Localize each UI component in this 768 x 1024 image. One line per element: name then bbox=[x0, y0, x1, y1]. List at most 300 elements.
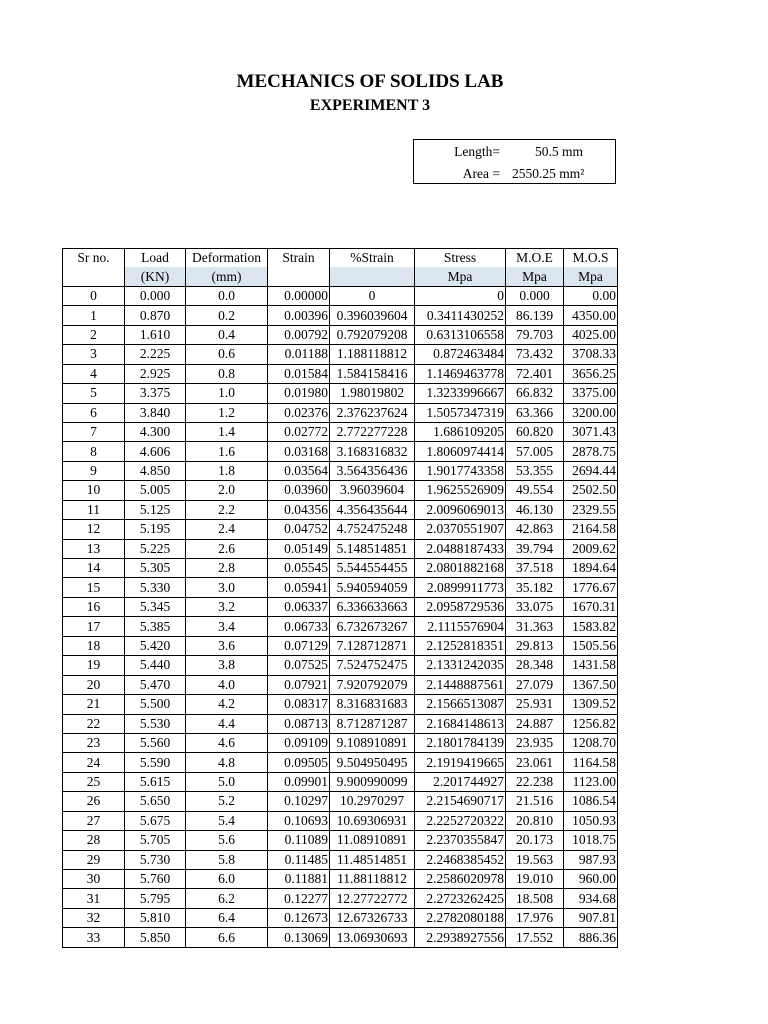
cell-stress: 0.6313106558 bbox=[415, 325, 506, 344]
table-row bbox=[63, 559, 618, 578]
table-row bbox=[63, 500, 618, 519]
header-deformation: Deformation bbox=[186, 249, 268, 268]
table-row bbox=[63, 384, 618, 403]
cell-mos: 1208.70 bbox=[564, 733, 618, 752]
cell-deformation: 1.6 bbox=[186, 442, 268, 461]
header-load: Load bbox=[125, 249, 186, 268]
cell-sr-no: 25 bbox=[63, 772, 125, 791]
cell-moe: 66.832 bbox=[506, 384, 564, 403]
cell-mos: 1431.58 bbox=[564, 656, 618, 675]
cell-moe: 73.432 bbox=[506, 345, 564, 364]
cell-load: 3.840 bbox=[125, 403, 186, 422]
cell-stress: 2.0958729536 bbox=[415, 597, 506, 616]
cell-mos: 2878.75 bbox=[564, 442, 618, 461]
cell-percent-strain: 10.2970297 bbox=[330, 792, 415, 811]
cell-percent-strain: 8.316831683 bbox=[330, 695, 415, 714]
cell-sr-no: 23 bbox=[63, 733, 125, 752]
cell-strain: 0.11485 bbox=[268, 850, 330, 869]
cell-percent-strain: 11.88118812 bbox=[330, 870, 415, 889]
cell-percent-strain: 6.336633663 bbox=[330, 597, 415, 616]
table-row bbox=[63, 422, 618, 441]
cell-load: 5.650 bbox=[125, 792, 186, 811]
cell-percent-strain: 0.396039604 bbox=[330, 306, 415, 325]
cell-stress: 2.1448887561 bbox=[415, 675, 506, 694]
cell-sr-no: 33 bbox=[63, 928, 125, 947]
cell-load: 1.610 bbox=[125, 325, 186, 344]
cell-strain: 0.05941 bbox=[268, 578, 330, 597]
cell-moe: 60.820 bbox=[506, 422, 564, 441]
cell-mos: 1164.58 bbox=[564, 753, 618, 772]
cell-moe: 29.813 bbox=[506, 636, 564, 655]
cell-strain: 0.12277 bbox=[268, 889, 330, 908]
table-row bbox=[63, 908, 618, 927]
cell-load: 5.345 bbox=[125, 597, 186, 616]
cell-strain: 0.02772 bbox=[268, 422, 330, 441]
cell-moe: 31.363 bbox=[506, 617, 564, 636]
cell-stress: 2.0370551907 bbox=[415, 520, 506, 539]
cell-stress: 2.2468385452 bbox=[415, 850, 506, 869]
cell-sr-no: 14 bbox=[63, 559, 125, 578]
unit-moe: Mpa bbox=[506, 267, 564, 286]
cell-moe: 46.130 bbox=[506, 500, 564, 519]
cell-stress: 2.2782080188 bbox=[415, 908, 506, 927]
cell-stress: 2.1115576904 bbox=[415, 617, 506, 636]
cell-percent-strain: 0.792079208 bbox=[330, 325, 415, 344]
header-strain: Strain bbox=[268, 249, 330, 268]
cell-strain: 0.07129 bbox=[268, 636, 330, 655]
cell-sr-no: 17 bbox=[63, 617, 125, 636]
table-row bbox=[63, 870, 618, 889]
cell-mos: 3708.33 bbox=[564, 345, 618, 364]
cell-percent-strain: 1.98019802 bbox=[330, 384, 415, 403]
cell-mos: 2009.62 bbox=[564, 539, 618, 558]
cell-percent-strain: 3.564356436 bbox=[330, 461, 415, 480]
cell-strain: 0.01980 bbox=[268, 384, 330, 403]
cell-strain: 0.11881 bbox=[268, 870, 330, 889]
cell-deformation: 2.0 bbox=[186, 481, 268, 500]
table-row bbox=[63, 520, 618, 539]
cell-sr-no: 12 bbox=[63, 520, 125, 539]
cell-sr-no: 5 bbox=[63, 384, 125, 403]
cell-stress: 2.201744927 bbox=[415, 772, 506, 791]
cell-percent-strain: 5.148514851 bbox=[330, 539, 415, 558]
area-row bbox=[414, 164, 615, 184]
cell-mos: 1018.75 bbox=[564, 831, 618, 850]
cell-deformation: 1.0 bbox=[186, 384, 268, 403]
cell-mos: 3656.25 bbox=[564, 364, 618, 383]
cell-mos: 1583.82 bbox=[564, 617, 618, 636]
cell-mos: 2502.50 bbox=[564, 481, 618, 500]
cell-moe: 20.173 bbox=[506, 831, 564, 850]
cell-moe: 79.703 bbox=[506, 325, 564, 344]
cell-percent-strain: 5.544554455 bbox=[330, 559, 415, 578]
cell-strain: 0.09901 bbox=[268, 772, 330, 791]
cell-strain: 0.02376 bbox=[268, 403, 330, 422]
cell-moe: 86.139 bbox=[506, 306, 564, 325]
cell-moe: 72.401 bbox=[506, 364, 564, 383]
cell-load: 5.615 bbox=[125, 772, 186, 791]
cell-load: 5.590 bbox=[125, 753, 186, 772]
cell-deformation: 5.6 bbox=[186, 831, 268, 850]
cell-mos: 1505.56 bbox=[564, 636, 618, 655]
header-sr-no: Sr no. bbox=[63, 249, 125, 268]
header-stress: Stress bbox=[415, 249, 506, 268]
cell-deformation: 6.4 bbox=[186, 908, 268, 927]
cell-moe: 0.000 bbox=[506, 286, 564, 305]
cell-load: 2.925 bbox=[125, 364, 186, 383]
cell-deformation: 2.2 bbox=[186, 500, 268, 519]
cell-moe: 23.935 bbox=[506, 733, 564, 752]
page-title: MECHANICS OF SOLIDS LAB bbox=[236, 71, 504, 92]
cell-mos: 1367.50 bbox=[564, 675, 618, 694]
cell-load: 5.330 bbox=[125, 578, 186, 597]
cell-deformation: 0.4 bbox=[186, 325, 268, 344]
cell-strain: 0.00792 bbox=[268, 325, 330, 344]
table-row bbox=[63, 539, 618, 558]
table-row bbox=[63, 636, 618, 655]
cell-sr-no: 16 bbox=[63, 597, 125, 616]
cell-sr-no: 31 bbox=[63, 889, 125, 908]
cell-stress: 2.1252818351 bbox=[415, 636, 506, 655]
area-value: 2550.25 mm² bbox=[512, 166, 585, 181]
cell-load: 4.606 bbox=[125, 442, 186, 461]
cell-percent-strain: 9.504950495 bbox=[330, 753, 415, 772]
cell-moe: 21.516 bbox=[506, 792, 564, 811]
cell-deformation: 6.6 bbox=[186, 928, 268, 947]
cell-percent-strain: 9.900990099 bbox=[330, 772, 415, 791]
cell-deformation: 2.8 bbox=[186, 559, 268, 578]
cell-mos: 934.68 bbox=[564, 889, 618, 908]
cell-deformation: 5.0 bbox=[186, 772, 268, 791]
unit-strain bbox=[268, 267, 330, 286]
cell-strain: 0.01188 bbox=[268, 345, 330, 364]
cell-sr-no: 20 bbox=[63, 675, 125, 694]
table-row bbox=[63, 889, 618, 908]
cell-load: 3.375 bbox=[125, 384, 186, 403]
unit-sr-no bbox=[63, 267, 125, 286]
cell-load: 5.225 bbox=[125, 539, 186, 558]
specimen-info-box bbox=[413, 139, 616, 184]
table-row bbox=[63, 656, 618, 675]
table-row bbox=[63, 597, 618, 616]
header-percent-strain: %Strain bbox=[330, 249, 415, 268]
cell-deformation: 6.0 bbox=[186, 870, 268, 889]
cell-deformation: 3.2 bbox=[186, 597, 268, 616]
cell-deformation: 1.2 bbox=[186, 403, 268, 422]
cell-mos: 1123.00 bbox=[564, 772, 618, 791]
cell-mos: 4025.00 bbox=[564, 325, 618, 344]
cell-strain: 0.08713 bbox=[268, 714, 330, 733]
cell-sr-no: 27 bbox=[63, 811, 125, 830]
cell-deformation: 3.4 bbox=[186, 617, 268, 636]
table-row bbox=[63, 928, 618, 947]
cell-sr-no: 0 bbox=[63, 286, 125, 305]
cell-strain: 0.03168 bbox=[268, 442, 330, 461]
cell-strain: 0.08317 bbox=[268, 695, 330, 714]
cell-sr-no: 24 bbox=[63, 753, 125, 772]
cell-percent-strain: 13.06930693 bbox=[330, 928, 415, 947]
table-row bbox=[63, 733, 618, 752]
cell-strain: 0.04356 bbox=[268, 500, 330, 519]
cell-moe: 63.366 bbox=[506, 403, 564, 422]
cell-strain: 0.10297 bbox=[268, 792, 330, 811]
table-row bbox=[63, 753, 618, 772]
header-mos: M.O.S bbox=[564, 249, 618, 268]
cell-sr-no: 6 bbox=[63, 403, 125, 422]
cell-mos: 3375.00 bbox=[564, 384, 618, 403]
cell-stress: 1.3233996667 bbox=[415, 384, 506, 403]
cell-load: 5.385 bbox=[125, 617, 186, 636]
cell-sr-no: 21 bbox=[63, 695, 125, 714]
cell-deformation: 4.2 bbox=[186, 695, 268, 714]
cell-sr-no: 13 bbox=[63, 539, 125, 558]
cell-mos: 907.81 bbox=[564, 908, 618, 927]
cell-stress: 2.2252720322 bbox=[415, 811, 506, 830]
cell-load: 5.560 bbox=[125, 733, 186, 752]
cell-strain: 0.03960 bbox=[268, 481, 330, 500]
cell-moe: 42.863 bbox=[506, 520, 564, 539]
cell-mos: 4350.00 bbox=[564, 306, 618, 325]
cell-stress: 2.1684148613 bbox=[415, 714, 506, 733]
cell-stress: 1.1469463778 bbox=[415, 364, 506, 383]
cell-percent-strain: 0 bbox=[330, 286, 415, 305]
cell-stress: 2.2154690717 bbox=[415, 792, 506, 811]
cell-sr-no: 8 bbox=[63, 442, 125, 461]
cell-load: 5.760 bbox=[125, 870, 186, 889]
cell-deformation: 2.4 bbox=[186, 520, 268, 539]
unit-deformation: (mm) bbox=[186, 267, 268, 286]
cell-sr-no: 30 bbox=[63, 870, 125, 889]
cell-moe: 33.075 bbox=[506, 597, 564, 616]
cell-percent-strain: 1.584158416 bbox=[330, 364, 415, 383]
cell-deformation: 0.2 bbox=[186, 306, 268, 325]
cell-moe: 22.238 bbox=[506, 772, 564, 791]
cell-mos: 960.00 bbox=[564, 870, 618, 889]
cell-load: 5.420 bbox=[125, 636, 186, 655]
table-row bbox=[63, 714, 618, 733]
cell-strain: 0.05149 bbox=[268, 539, 330, 558]
length-value: 50.5 mm bbox=[535, 144, 584, 159]
cell-deformation: 1.4 bbox=[186, 422, 268, 441]
cell-percent-strain: 4.356435644 bbox=[330, 500, 415, 519]
cell-mos: 3071.43 bbox=[564, 422, 618, 441]
cell-stress: 0.872463484 bbox=[415, 345, 506, 364]
cell-deformation: 4.6 bbox=[186, 733, 268, 752]
cell-sr-no: 1 bbox=[63, 306, 125, 325]
cell-mos: 1776.67 bbox=[564, 578, 618, 597]
cell-stress: 2.0801882168 bbox=[415, 559, 506, 578]
cell-stress: 2.0096069013 bbox=[415, 500, 506, 519]
cell-load: 5.440 bbox=[125, 656, 186, 675]
cell-stress: 2.2938927556 bbox=[415, 928, 506, 947]
cell-load: 5.005 bbox=[125, 481, 186, 500]
cell-sr-no: 3 bbox=[63, 345, 125, 364]
table-row bbox=[63, 364, 618, 383]
cell-strain: 0.05545 bbox=[268, 559, 330, 578]
table-row bbox=[63, 578, 618, 597]
cell-load: 5.530 bbox=[125, 714, 186, 733]
cell-moe: 17.552 bbox=[506, 928, 564, 947]
cell-stress: 1.9017743358 bbox=[415, 461, 506, 480]
cell-strain: 0.07921 bbox=[268, 675, 330, 694]
cell-strain: 0.00396 bbox=[268, 306, 330, 325]
cell-percent-strain: 12.27722772 bbox=[330, 889, 415, 908]
table-row bbox=[63, 325, 618, 344]
cell-sr-no: 29 bbox=[63, 850, 125, 869]
results-table bbox=[62, 248, 618, 948]
table-row bbox=[63, 772, 618, 791]
table-row bbox=[63, 850, 618, 869]
cell-percent-strain: 9.108910891 bbox=[330, 733, 415, 752]
cell-stress: 2.1566513087 bbox=[415, 695, 506, 714]
cell-sr-no: 4 bbox=[63, 364, 125, 383]
unit-stress: Mpa bbox=[415, 267, 506, 286]
cell-moe: 37.518 bbox=[506, 559, 564, 578]
table-row bbox=[63, 811, 618, 830]
table-row bbox=[63, 617, 618, 636]
cell-stress: 2.2723262425 bbox=[415, 889, 506, 908]
cell-strain: 0.07525 bbox=[268, 656, 330, 675]
table-row bbox=[63, 461, 618, 480]
units-row bbox=[63, 267, 618, 286]
cell-strain: 0.04752 bbox=[268, 520, 330, 539]
cell-stress: 2.0488187433 bbox=[415, 539, 506, 558]
cell-load: 2.225 bbox=[125, 345, 186, 364]
cell-mos: 987.93 bbox=[564, 850, 618, 869]
cell-stress: 2.1331242035 bbox=[415, 656, 506, 675]
cell-stress: 1.8060974414 bbox=[415, 442, 506, 461]
cell-stress: 1.9625526909 bbox=[415, 481, 506, 500]
cell-sr-no: 26 bbox=[63, 792, 125, 811]
cell-deformation: 2.6 bbox=[186, 539, 268, 558]
cell-moe: 20.810 bbox=[506, 811, 564, 830]
cell-load: 0.870 bbox=[125, 306, 186, 325]
cell-load: 5.195 bbox=[125, 520, 186, 539]
cell-load: 5.125 bbox=[125, 500, 186, 519]
cell-strain: 0.06337 bbox=[268, 597, 330, 616]
cell-percent-strain: 12.67326733 bbox=[330, 908, 415, 927]
cell-strain: 0.09109 bbox=[268, 733, 330, 752]
cell-load: 5.470 bbox=[125, 675, 186, 694]
cell-moe: 39.794 bbox=[506, 539, 564, 558]
cell-mos: 1670.31 bbox=[564, 597, 618, 616]
cell-moe: 19.010 bbox=[506, 870, 564, 889]
cell-deformation: 5.4 bbox=[186, 811, 268, 830]
cell-strain: 0.09505 bbox=[268, 753, 330, 772]
cell-deformation: 5.8 bbox=[186, 850, 268, 869]
cell-mos: 1309.52 bbox=[564, 695, 618, 714]
cell-stress: 1.686109205 bbox=[415, 422, 506, 441]
table-row bbox=[63, 831, 618, 850]
cell-mos: 886.36 bbox=[564, 928, 618, 947]
cell-load: 5.705 bbox=[125, 831, 186, 850]
cell-load: 0.000 bbox=[125, 286, 186, 305]
cell-percent-strain: 2.376237624 bbox=[330, 403, 415, 422]
table-row bbox=[63, 481, 618, 500]
cell-moe: 49.554 bbox=[506, 481, 564, 500]
cell-mos: 1894.64 bbox=[564, 559, 618, 578]
table-row bbox=[63, 792, 618, 811]
cell-mos: 2329.55 bbox=[564, 500, 618, 519]
cell-moe: 27.079 bbox=[506, 675, 564, 694]
cell-percent-strain: 7.128712871 bbox=[330, 636, 415, 655]
cell-load: 5.795 bbox=[125, 889, 186, 908]
area-label: Area = bbox=[462, 166, 500, 181]
cell-deformation: 0.0 bbox=[186, 286, 268, 305]
cell-moe: 24.887 bbox=[506, 714, 564, 733]
cell-stress: 1.5057347319 bbox=[415, 403, 506, 422]
table-row bbox=[63, 403, 618, 422]
cell-percent-strain: 11.08910891 bbox=[330, 831, 415, 850]
cell-deformation: 1.8 bbox=[186, 461, 268, 480]
cell-deformation: 3.0 bbox=[186, 578, 268, 597]
cell-strain: 0.10693 bbox=[268, 811, 330, 830]
cell-strain: 0.12673 bbox=[268, 908, 330, 927]
header-moe: M.O.E bbox=[506, 249, 564, 268]
cell-load: 5.305 bbox=[125, 559, 186, 578]
cell-moe: 53.355 bbox=[506, 461, 564, 480]
cell-sr-no: 18 bbox=[63, 636, 125, 655]
table-body bbox=[63, 286, 618, 947]
page-subtitle: EXPERIMENT 3 bbox=[309, 97, 431, 114]
cell-strain: 0.03564 bbox=[268, 461, 330, 480]
cell-deformation: 3.8 bbox=[186, 656, 268, 675]
length-label: Length= bbox=[454, 144, 500, 159]
unit-percent-strain bbox=[330, 267, 415, 286]
cell-strain: 0.11089 bbox=[268, 831, 330, 850]
cell-stress: 0.3411430252 bbox=[415, 306, 506, 325]
cell-stress: 0 bbox=[415, 286, 506, 305]
table-row bbox=[63, 286, 618, 305]
cell-percent-strain: 6.732673267 bbox=[330, 617, 415, 636]
cell-moe: 25.931 bbox=[506, 695, 564, 714]
cell-stress: 2.1919419665 bbox=[415, 753, 506, 772]
cell-percent-strain: 3.96039604 bbox=[330, 481, 415, 500]
cell-moe: 19.563 bbox=[506, 850, 564, 869]
cell-percent-strain: 11.48514851 bbox=[330, 850, 415, 869]
cell-percent-strain: 3.168316832 bbox=[330, 442, 415, 461]
cell-percent-strain: 8.712871287 bbox=[330, 714, 415, 733]
cell-mos: 2164.58 bbox=[564, 520, 618, 539]
cell-strain: 0.13069 bbox=[268, 928, 330, 947]
cell-moe: 18.508 bbox=[506, 889, 564, 908]
table-row bbox=[63, 306, 618, 325]
cell-load: 5.675 bbox=[125, 811, 186, 830]
cell-mos: 0.00 bbox=[564, 286, 618, 305]
cell-percent-strain: 5.940594059 bbox=[330, 578, 415, 597]
cell-deformation: 3.6 bbox=[186, 636, 268, 655]
cell-strain: 0.00000 bbox=[268, 286, 330, 305]
table-row bbox=[63, 345, 618, 364]
cell-percent-strain: 4.752475248 bbox=[330, 520, 415, 539]
cell-sr-no: 22 bbox=[63, 714, 125, 733]
cell-percent-strain: 7.524752475 bbox=[330, 656, 415, 675]
cell-load: 4.300 bbox=[125, 422, 186, 441]
cell-percent-strain: 10.69306931 bbox=[330, 811, 415, 830]
cell-moe: 35.182 bbox=[506, 578, 564, 597]
cell-sr-no: 2 bbox=[63, 325, 125, 344]
cell-mos: 1256.82 bbox=[564, 714, 618, 733]
cell-load: 5.810 bbox=[125, 908, 186, 927]
cell-sr-no: 32 bbox=[63, 908, 125, 927]
cell-stress: 2.2586020978 bbox=[415, 870, 506, 889]
cell-sr-no: 9 bbox=[63, 461, 125, 480]
cell-stress: 2.1801784139 bbox=[415, 733, 506, 752]
cell-percent-strain: 7.920792079 bbox=[330, 675, 415, 694]
header-row bbox=[63, 249, 618, 268]
cell-load: 5.850 bbox=[125, 928, 186, 947]
cell-sr-no: 19 bbox=[63, 656, 125, 675]
